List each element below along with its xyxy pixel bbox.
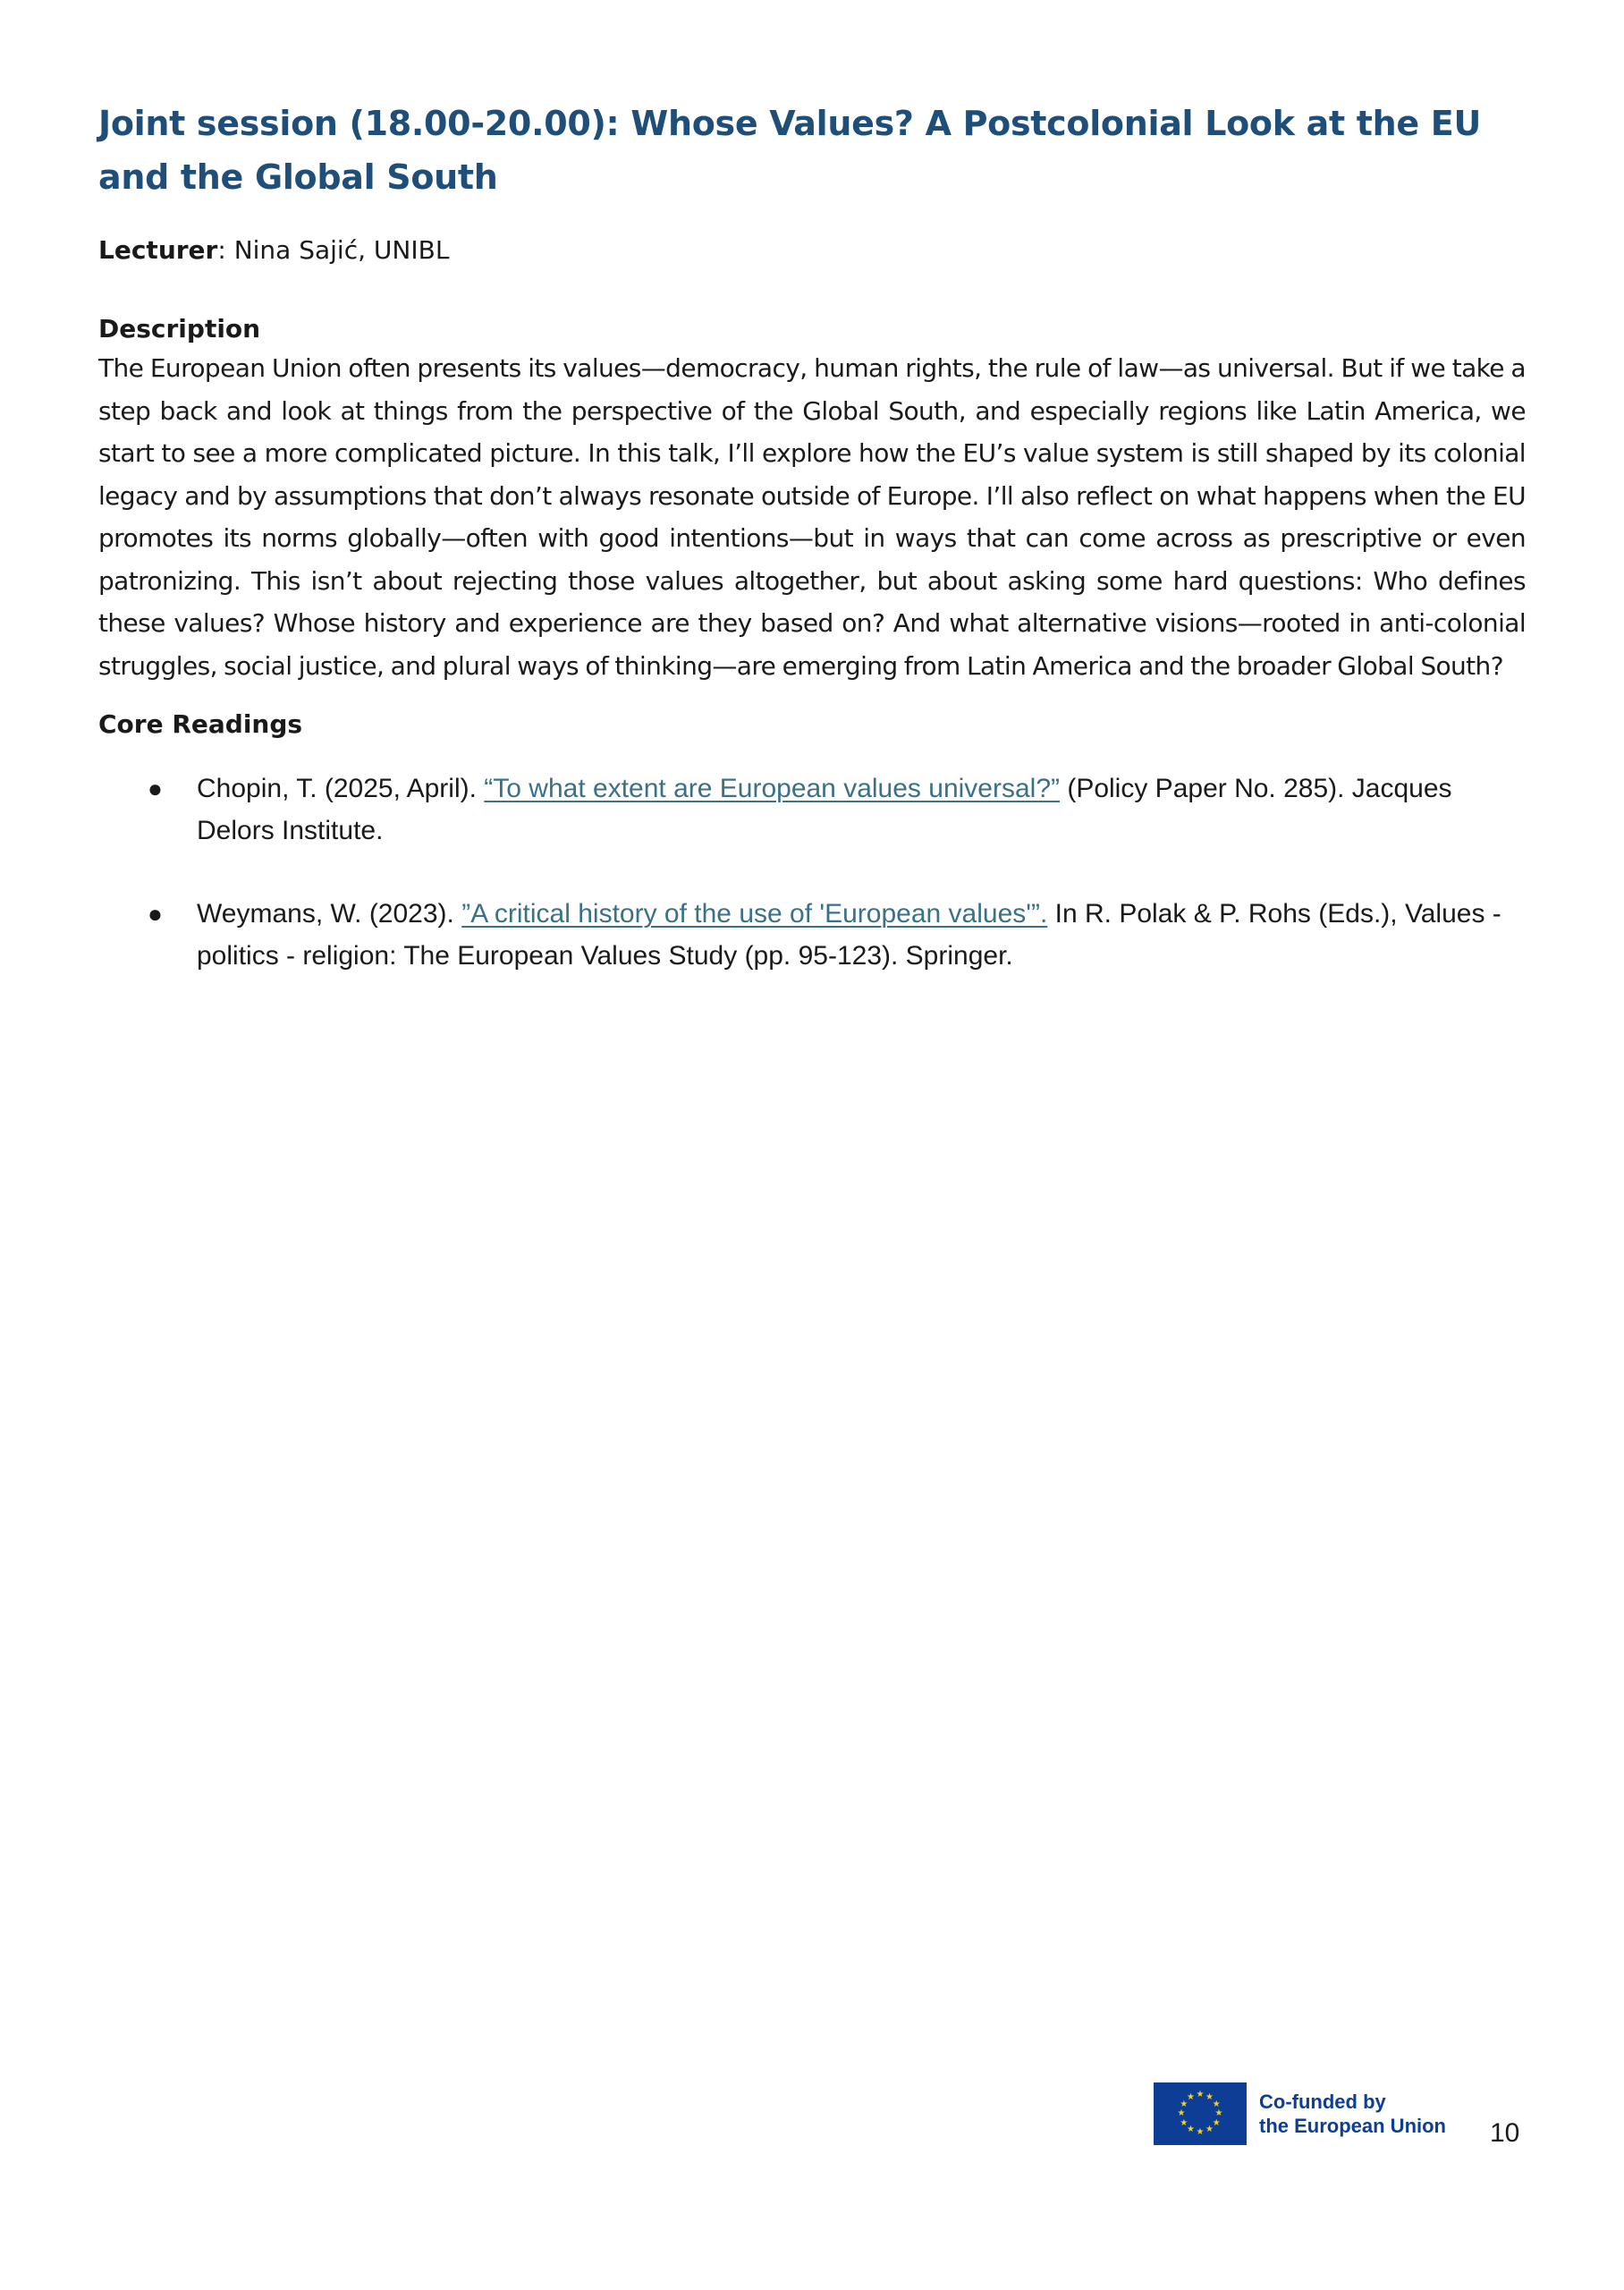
eu-flag-icon xyxy=(1154,2082,1247,2145)
reading-citation-suffix: (Policy Paper No. 285). Jacques Delors Institute. xyxy=(197,774,1452,845)
lecturer-value: : Nina Sajić, UNIBL xyxy=(217,235,450,265)
description-heading: Description xyxy=(98,314,261,344)
eu-star-icon: ★ xyxy=(1212,2117,1221,2128)
cofunded-text xyxy=(1259,2090,1446,2138)
cofunded-line-2: the European Union xyxy=(1259,2115,1446,2137)
reading-citation-prefix: Chopin, T. (2025, April). xyxy=(197,774,485,803)
core-readings-list xyxy=(98,768,1526,977)
bullet-icon: ● xyxy=(148,775,163,802)
page-number: 10 xyxy=(1490,2118,1520,2148)
eu-star-icon: ★ xyxy=(1196,2127,1205,2137)
bullet-icon: ● xyxy=(148,900,163,928)
core-readings-heading: Core Readings xyxy=(98,709,303,739)
eu-star-icon: ★ xyxy=(1177,2108,1186,2118)
reading-item-chopin xyxy=(98,768,1526,852)
reading-link-chopin[interactable]: “To what extent are European values universal?” xyxy=(484,774,1060,803)
eu-star-icon: ★ xyxy=(1205,2091,1214,2102)
lecturer-line xyxy=(98,233,1526,268)
cofunded-line-1: Co-funded by xyxy=(1259,2091,1386,2113)
reading-citation-suffix: In R. Polak & P. Rohs (Eds.), Values - politics - religion: The European Values Study (pp. 95-123). Springer. xyxy=(197,899,1501,971)
eu-star-icon: ★ xyxy=(1180,2117,1188,2128)
eu-star-icon: ★ xyxy=(1187,2125,1195,2135)
eu-star-icon: ★ xyxy=(1205,2125,1214,2135)
reading-item-weymans xyxy=(98,893,1526,977)
eu-star-icon: ★ xyxy=(1212,2099,1221,2109)
description-body: The European Union often presents its values—democracy, human rights, the rule of law—as universal. But if we take a step back and look at things from the perspective of the Global South, and especially regions like Latin America, we start to see a more complicated picture. In this talk, I’ll explore how the EU’s value system is still shaped by its colonial legacy and by assumptions that don’t always resonate outside of Europe. I’ll also reflect on what happens when the EU promotes its norms globally—often with good intentions—but in ways that can come across as prescriptive or even patronizing. This isn’t about rejecting those values altogether, but about asking some hard questions: Who defines these values? Whose history and experience are they based on? And what alternative visions—rooted in anti-colonial struggles, social justice, and plural ways of thinking—are emerging from Latin America and the broader Global South? xyxy=(98,353,1526,681)
eu-star-icon: ★ xyxy=(1196,2090,1205,2099)
eu-star-icon: ★ xyxy=(1187,2091,1195,2102)
reading-citation-prefix: Weymans, W. (2023). xyxy=(197,899,462,929)
eu-star-icon: ★ xyxy=(1214,2108,1223,2118)
session-title: Joint session (18.00-20.00): Whose Values? A Postcolonial Look at the EU and the Global South xyxy=(98,104,1482,197)
page-content xyxy=(98,97,1526,1018)
reading-link-weymans[interactable]: ”A critical history of the use of 'European values'”. xyxy=(461,899,1048,929)
eu-star-icon: ★ xyxy=(1180,2099,1188,2109)
lecturer-label: Lecturer xyxy=(98,235,218,265)
eu-cofunded-logo xyxy=(1154,2082,1446,2145)
